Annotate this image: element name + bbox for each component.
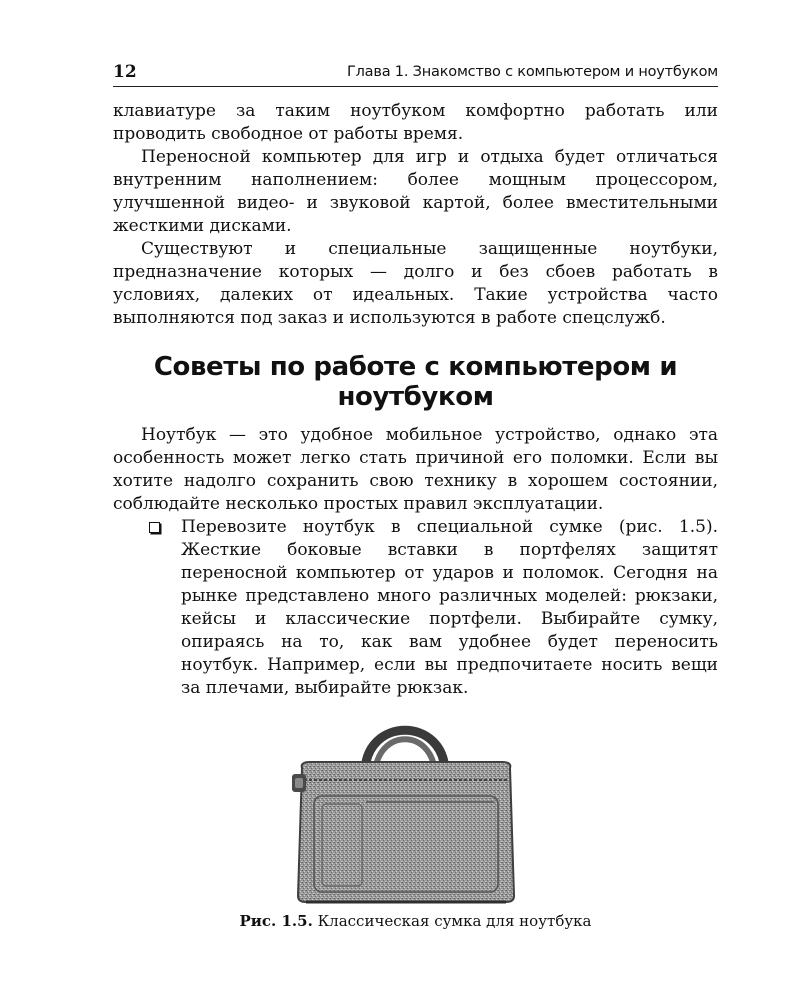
list-item [113,516,718,700]
running-head: Глава 1. Знакомство с компьютером и ноутбуком [346,64,718,80]
paragraph-rugged-laptops: Существуют и специальные защищенные ноутбуки, предназначение которых — долго и без сбоев работать в условиях, далеких от идеальных. Такие устройства часто выполняются под заказ и используются в работе спецслужб. [113,239,718,328]
bag-body [298,762,514,902]
tips-list [113,516,718,700]
figure-label: Рис. 1.5. [239,912,313,930]
laptop-bag-illustration [270,718,540,908]
paragraph-gaming-laptops: Переносной компьютер для игр и отдыха будет отличаться внутренним наполнением: более мощным процессором, улучшенной видео- и звуковой картой, более вместительными жесткими дисками. [113,147,718,236]
laptop-bag-figure [270,718,540,908]
list-item-text: Перевозите ноутбук в специальной сумке (рис. 1.5). Жесткие боковые вставки в портфелях защитят переносной компьютер от ударов и поломок. Сегодня на рынке представлено много различных моделей: рюкзаки, кейсы и классические портфели. Выбирайте сумку, опираясь на то, как вам удобнее будет переносить ноутбук. Например, если вы предпочитаете носить вещи за плечами, выбирайте рюкзак. [181,517,718,698]
section-intro-paragraph: Ноутбук — это удобное мобильное устройство, однако эта особенность может легко стать причиной его поломки. Если вы хотите надолго сохранить свою технику в хорошем состоянии, соблюдайте несколько простых правил эксплуатации. [113,425,718,514]
section-heading: Советы по работе с компьютером и ноутбуком [153,352,678,412]
page-number: 12 [113,62,137,82]
paragraph-continuation: клавиатуре за таким ноутбуком комфортно работать или проводить свободное от работы время. [113,101,718,144]
figure-caption [113,912,718,930]
figure-caption-text: Классическая сумка для ноутбука [317,912,592,930]
checkbox-bullet-icon [149,522,160,533]
page-header [113,62,718,87]
page-body [113,100,718,700]
